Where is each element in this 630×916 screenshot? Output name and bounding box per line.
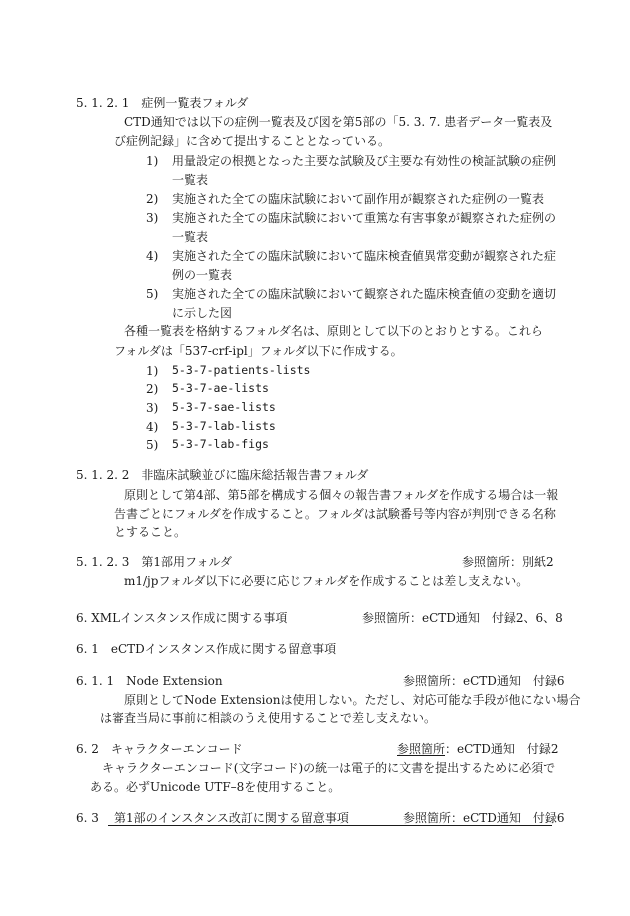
section-heading-5-1-2-1: 5. 1. 2. 1 症例一覧表フォルダ — [76, 96, 249, 110]
list-item-number: 5) — [146, 287, 159, 301]
heading-underline — [108, 825, 552, 826]
reference-label: 参照箇所 — [397, 742, 446, 756]
section-heading-5-1-2-2: 5. 1. 2. 2 非臨床試験並びに臨床総括報告書フォルダ — [76, 468, 369, 482]
folder-number: 1) — [146, 364, 159, 378]
section-heading-6-1: 6. 1 eCTDインスタンス作成に関する留意事項 — [76, 642, 337, 656]
section-heading-6: 6. XMLインスタンス作成に関する事項 — [76, 611, 288, 625]
folder-number: 4) — [146, 420, 159, 434]
list-item-text: 実施された全ての臨床試験において観察された臨床検査値の変動を適切 — [172, 287, 557, 301]
body-line: 告書ごとにフォルダを作成すること。フォルダは試験番号等内容が判別できる名称 — [114, 507, 556, 521]
folder-number: 2) — [146, 382, 159, 396]
folder-number: 5) — [146, 438, 159, 452]
list-item-text: 実施された全ての臨床試験において副作用が観察された症例の一覧表 — [172, 192, 545, 206]
list-item-text: 実施された全ての臨床試験において臨床検査値異常変動が観察された症 — [172, 249, 557, 263]
body-line: m1/jpフォルダ以下に必要に応じフォルダを作成することは差し支えない。 — [124, 574, 529, 588]
folder-name: 5-3-7-ae-lists — [172, 381, 269, 395]
reference-note: 参照箇所：eCTD通知 付録2、6、8 — [362, 611, 563, 625]
folder-name: 5-3-7-patients-lists — [172, 363, 311, 377]
list-item-number: 4) — [146, 249, 159, 263]
list-item-text: 実施された全ての臨床試験において重篤な有害事象が観察された症例の — [172, 211, 557, 225]
body-line: 原則として第4部、第5部を構成する個々の報告書フォルダを作成する場合は一報 — [124, 488, 559, 502]
section-number-6-3: 6. 3 — [76, 811, 99, 825]
list-item-text: 一覧表 — [172, 230, 209, 244]
body-line: とすること。 — [114, 525, 187, 539]
section-heading-6-2: 6. 2 キャラクターエンコード — [76, 742, 243, 756]
list-item-number: 2) — [146, 192, 159, 206]
body-line: は審査当局に事前に相談のうえ使用することで差し支えない。 — [100, 711, 437, 725]
reference-note: 参照箇所：eCTD通知 付録6 — [403, 811, 565, 825]
list-item-number: 3) — [146, 211, 159, 225]
folder-name: 5-3-7-lab-lists — [172, 419, 276, 433]
reference-note: 参照箇所：別紙2 — [462, 555, 554, 569]
list-item-text: 一覧表 — [172, 173, 209, 187]
reference-detail: ：eCTD通知 付録2 — [445, 742, 559, 756]
section-heading-5-1-2-3: 5. 1. 2. 3 第1部用フォルダ — [76, 555, 232, 569]
folder-number: 3) — [146, 401, 159, 415]
folder-paragraph-line: 各種一覧表を格納するフォルダ名は、原則として以下のとおりとする。これら — [124, 324, 543, 338]
folder-name: 5-3-7-lab-figs — [172, 437, 269, 451]
body-line: 原則としてNode Extensionは使用しない。ただし、対応可能な手段が他にない場合 — [124, 693, 581, 707]
folder-paragraph-line: フォルダは「537-crf-ipl」フォルダ以下に作成する。 — [114, 344, 403, 358]
intro-line: び症例記録」に含めて提出することとなっている。 — [114, 134, 391, 148]
section-heading-6-1-1: 6. 1. 1 Node Extension — [76, 674, 223, 688]
section-heading-6-3: 第1部のインスタンス改訂に関する留意事項 — [114, 811, 349, 825]
body-line: キャラクターエンコード(文字コード)の統一は電子的に文書を提出するために必須で — [102, 761, 556, 775]
reference-note: 参照箇所：eCTD通知 付録6 — [403, 674, 565, 688]
list-item-number: 1) — [146, 154, 159, 168]
list-item-text: 例の一覧表 — [172, 268, 233, 282]
folder-name: 5-3-7-sae-lists — [172, 400, 276, 414]
body-line: ある。必ずUnicode UTF–8を使用すること。 — [90, 780, 341, 794]
intro-line: CTD通知では以下の症例一覧表及び図を第5部の「5. 3. 7. 患者データ一覧表及 — [124, 115, 553, 129]
list-item-text: に示した図 — [172, 306, 233, 320]
reference-note — [397, 743, 559, 755]
list-item-text: 用量設定の根拠となった主要な試験及び主要な有効性の検証試験の症例 — [172, 154, 557, 168]
